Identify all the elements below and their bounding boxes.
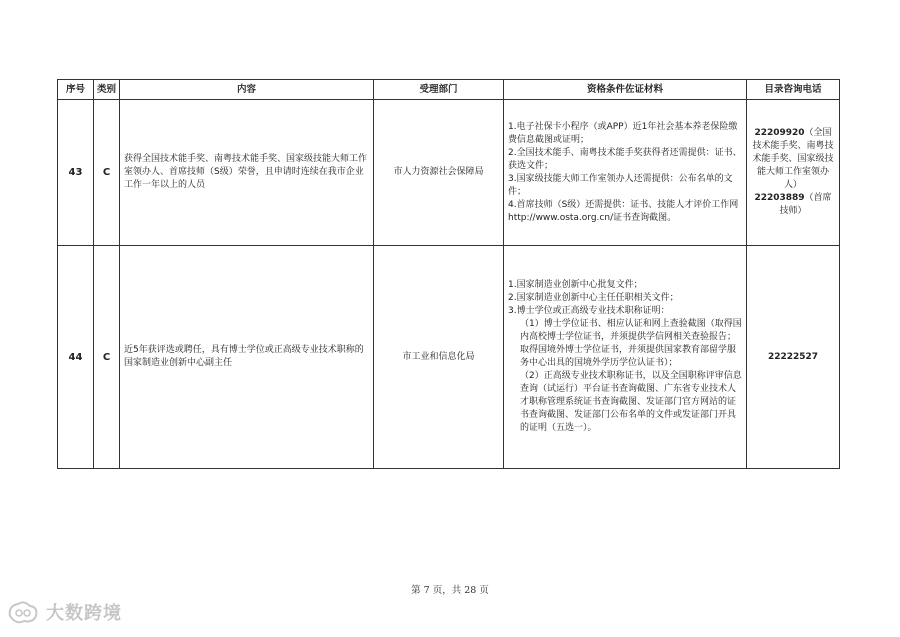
material-item: 1.国家制造业创新中心批复文件；: [508, 280, 643, 290]
phone-number: 22222527: [767, 351, 819, 362]
row-phone: [747, 246, 840, 469]
row-department: 市工业和信息化局: [374, 246, 504, 469]
material-item: 4.首席技师（S级）还需提供：证书、技能人才评价工作网http://www.osta.org.cn/证书查询截图。: [508, 199, 739, 223]
row-phone: [747, 100, 840, 246]
header-seq: 序号: [58, 80, 94, 100]
row-department: 市人力资源社会保障局: [374, 100, 504, 246]
material-item: （1）博士学位证书、相应认证和网上查验截图（取得国内高校博士学位证书，并须提供学信网相关查验报告；取得国境外博士学位证书，并须提供国家教育部留学服务中心出具的国境外学历学位认证书）；: [520, 319, 742, 368]
row-content: 获得全国技术能手奖、南粤技术能手奖、国家级技能大师工作室领办人、首席技师（S级）荣誉，且申请时连续在我市企业工作一年以上的人员: [120, 100, 374, 246]
header-phone: 目录咨询电话: [747, 80, 840, 100]
row-content: 近5年获评选或聘任，具有博士学位或正高级专业技术职称的国家制造业创新中心副主任: [120, 246, 374, 469]
phone-note: （全国技术能手奖、南粤技术能手奖、国家级技能大师工作室领办人）: [752, 128, 834, 190]
watermark: [6, 598, 122, 626]
table-row: [58, 246, 840, 469]
phone-number: 22203889: [754, 193, 805, 203]
row-materials: [504, 246, 747, 469]
row-seq: 44: [58, 246, 94, 469]
page-number: 第 7 页，共 28 页: [411, 585, 489, 596]
row-materials: [504, 100, 747, 246]
material-item: 2.国家制造业创新中心主任任职相关文件；: [508, 293, 679, 303]
material-item: 3.国家级技能大师工作室领办人还需提供：公布名单的文件；: [508, 173, 733, 197]
row-category: C: [94, 100, 120, 246]
header-category: 类别: [94, 80, 120, 100]
material-item: 3.博士学位或正高级专业技术职称证明：: [508, 306, 670, 316]
watermark-text: 大数跨境: [46, 603, 122, 624]
material-item: 1.电子社保卡小程序（或APP）近1年社会基本养老保险缴费信息截图或证明；: [508, 121, 738, 145]
phone-note: （首席技师）: [779, 193, 832, 216]
phone-number: 22209920: [754, 128, 805, 138]
material-item: 2.全国技术能手、南粤技术能手奖获得者还需提供：证书、获选文件；: [508, 147, 742, 171]
header-department: 受理部门: [374, 80, 504, 100]
brand-logo-icon: [6, 598, 40, 626]
header-materials: 资格条件佐证材料: [504, 80, 747, 100]
table-row: [58, 100, 840, 246]
material-item: （2）正高级专业技术职称证书，以及全国职称评审信息查询（试运行）平台证书查询截图、广东省专业技术人才职称管理系统证书查询截图、发证部门官方网站的证书查询截图、发证部门公布名单的文件或发证部门开具的证明（五选一）。: [520, 371, 742, 433]
row-seq: 43: [58, 100, 94, 246]
header-content: 内容: [120, 80, 374, 100]
table-header-row: [58, 80, 840, 100]
policy-table: [57, 79, 840, 469]
row-category: C: [94, 246, 120, 469]
